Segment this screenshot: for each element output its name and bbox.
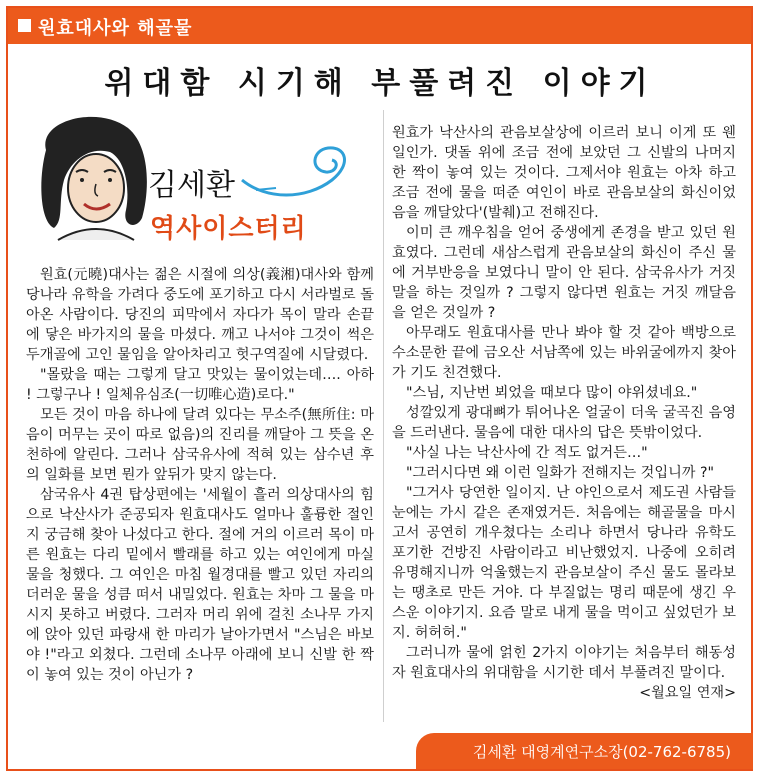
paragraph: "사실 나는 낙산사에 간 적도 없거든…" bbox=[406, 445, 648, 461]
paragraph: 원효가 낙산사의 관음보살상에 이르러 보니 이게 또 웬일인가. 댓돌 위에 조금 전에 보았던 그 신발의 나머지 한 짝이 놓여 있는 것이다. 그제서야 원효는 아차 하고 조금 전에 물을 떠준 여인이 바로 관음보살의 화신이었음을 깨달았다'(발췌)고 전해진다. bbox=[392, 125, 736, 221]
series-schedule-note: <월요일 연재> bbox=[639, 685, 736, 701]
paragraph: 그러니까 물에 얽힌 2가지 이야기는 처음부터 해동성자 원효대사의 위대함을 시기한 데서 부풀려진 말이다. bbox=[392, 645, 736, 681]
paragraph: 아무래도 원효대사를 만나 봐야 할 것 같아 백방으로 수소문한 끝에 금오산 서남쪽에 있는 바위굴에까지 찾아가 기도 친견했다. bbox=[392, 325, 736, 381]
paragraph: "그러시다면 왜 이런 일화가 전해지는 것입니까 ?" bbox=[406, 465, 715, 481]
paragraph: "그거사 당연한 일이지. 난 야인으로서 제도권 사람들 눈에는 가시 같은 존재였거든. 처음에는 해골물을 마시고서 공연히 개우쳤다는 소리나 하면서 당나라 유학도 포기한 건방진 사람이라고 비난했었지. 나중에 오히려 유명해지니까 억울했는지 관음보살이 주신 물도 몰라보는 땡초로 만든 거야. 다 부질없는 명리 때문에 생긴 우스운 이야기지. 요즘 말로 내게 물을 먹이고 싶었던가 보지. 허허허." bbox=[392, 485, 736, 641]
author-name: 김세환 bbox=[148, 168, 235, 203]
column-divider bbox=[383, 110, 384, 722]
paragraph: "몰랐을 때는 그렇게 달고 맛있는 물이었는데…. 아하 ! 그렇구나 ! 일체유심조(一切唯心造)로다." bbox=[26, 367, 374, 403]
paragraph: 원효(元曉)대사는 젊은 시절에 의상(義湘)대사와 함께 당나라 유학을 가려다 중도에 포기하고 다시 서라벌로 돌아온 사람이다. 당진의 피막에서 자다가 목이 말라 손끝에 닿은 바가지의 물을 마셨다. 깨고 나서야 그것이 썩은 두개골에 고인 물임을 알아차리고 헛구역질에 시달렸다. bbox=[26, 267, 374, 363]
paragraph: 삼국유사 4권 탑상편에는 '세월이 흘러 의상대사의 힘으로 낙산사가 준공되자 원효대사도 얼마나 훌륭한 절인지 궁금해 찾아 나섰다고 한다. 절에 거의 이르러 목이 마른 원효는 다리 밑에서 빨래를 하고 있는 여인에게 마실 물을 청했다. 그 여인은 마침 월경대를 빨고 있던 자리의 더러운 물을 성큼 떠서 내밀었다. 원효는 차마 그 물을 마시지 못하고 버렸다. 그러자 머리 위에 걸친 소나무 가지에 앉아 있던 파랑새 한 마리가 날아가면서 "스님은 바보야 !"라고 외쳤다. 그런데 소나무 아래에 보니 신발 한 짝이 놓여 있는 것이 아닌가 ? bbox=[26, 487, 374, 683]
article-column-right bbox=[392, 123, 736, 703]
series-title: 원효대사와 해골물 bbox=[38, 18, 193, 39]
paragraph: 이미 큰 깨우침을 얻어 중생에게 존경을 받고 있던 원효였다. 그런데 새삼스럽게 관음보살의 화신이 주신 물에 거부반응을 보였다니 말이 안 된다. 삼국유사가 거짓말을 하는 것일까 ? 그렇지 않다면 원효는 거짓 깨달음을 얻은 것일까 ? bbox=[392, 225, 736, 321]
paragraph: 모든 것이 마음 하나에 달려 있다는 무소주(無所住: 마음이 머무는 곳이 따로 없음)의 진리를 깨달아 그 뜻을 온 천하에 알린다. 그러나 삼국유사에 적혀 있는 삼수년 후의 일화를 보면 뭔가 앞뒤가 맞지 않는다. bbox=[26, 407, 374, 483]
article-headline: 위대함 시기해 부풀려진 이야기 bbox=[104, 66, 657, 101]
footer-credit-bar bbox=[416, 733, 753, 769]
column-logo: 역사이스터리 bbox=[150, 214, 307, 244]
paragraph: 성깔있게 광대뼈가 튀어나온 얼굴이 더욱 굴곡진 음영을 드러낸다. 물음에 대한 대사의 답은 뜻밖이었다. bbox=[392, 405, 736, 441]
series-header-bar bbox=[8, 8, 751, 44]
article-column-left bbox=[26, 265, 374, 685]
decorative-swirl-icon bbox=[236, 140, 366, 210]
author-credit: 김세환 대영계연구소장(02-762-6785) bbox=[472, 743, 731, 761]
paragraph: "스님, 지난번 뵈었을 때보다 많이 야위셨네요." bbox=[406, 385, 698, 401]
bullet-square-icon bbox=[18, 19, 31, 32]
